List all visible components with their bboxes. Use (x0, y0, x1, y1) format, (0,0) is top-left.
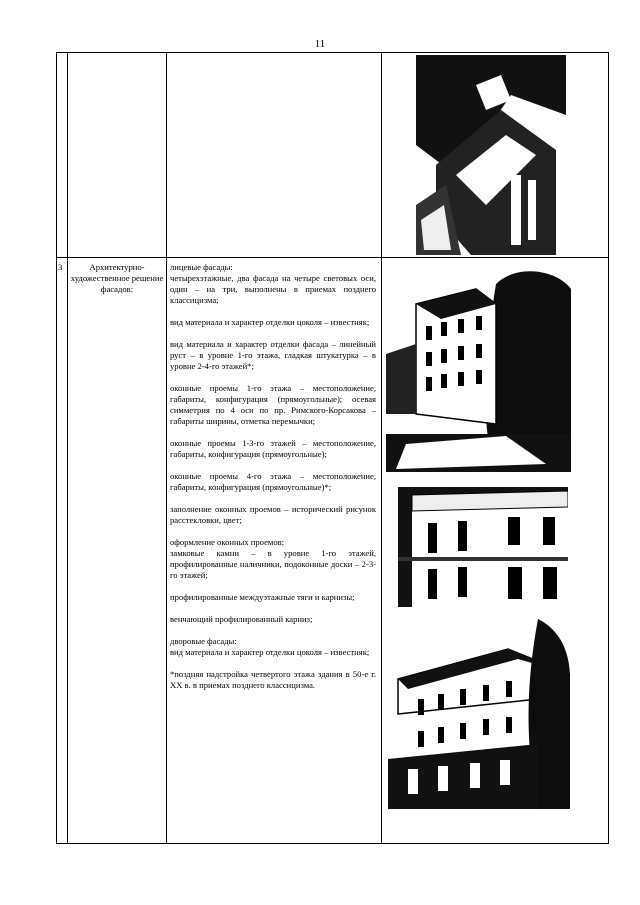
attributes-table (56, 52, 609, 844)
table-border-right (608, 52, 609, 844)
table-border-top (56, 52, 609, 53)
description-paragraph: оконные проемы 4-го этажа – местоположение, габариты, конфигурация (прямоугольные)*; (170, 471, 376, 492)
facade-photo-cornice (388, 619, 570, 809)
description-paragraph: вид материала и характер отделки фасада – линейный руст – в уровне 1-го этажа, гладкая штукатурка – в уровне 2-4-го этажей*; (170, 339, 376, 371)
row-number: 3 (58, 262, 63, 272)
description-paragraph: лицевые фасады: (170, 262, 233, 272)
description-paragraph: профилированные междуэтажные тяги и карнизы; (170, 592, 355, 602)
description-paragraph: *поздняя надстройка четвертого этажа здания в 50-е г. XX в. в приемах позднего классицизма. (170, 669, 376, 690)
table-column-divider (67, 52, 68, 844)
facade-photo-top (416, 55, 566, 255)
facade-description (170, 262, 376, 691)
description-paragraph: замковые камни – в уровне 1-го этажей, профилированные наличники, подоконные доски – 2-3-го этажей; (170, 548, 376, 580)
table-column-divider (166, 52, 167, 844)
facade-photo-corner (386, 264, 571, 472)
row-label: Архитектурно-художественное решение фасадов: (70, 262, 164, 294)
description-paragraph: оконные проемы 1-3-го этажей – местоположение, габариты, конфигурация (прямоугольные); (170, 438, 376, 459)
table-row-divider (56, 257, 609, 258)
table-column-divider (381, 52, 382, 844)
facade-photo-windows (398, 487, 568, 607)
description-paragraph: дворовые фасады: (170, 636, 237, 646)
description-paragraph: вид материала и характер отделки цоколя – известняк; (170, 647, 370, 657)
description-paragraph: оформление оконных проемов: (170, 537, 285, 547)
description-paragraph: оконные проемы 1-го этажа – местоположение, габариты, конфигурация (прямоугольные); осевая симметрия по 4 оси по пр. Римского-Корсакова – габариты ширины, отметка перемычки; (170, 383, 376, 426)
description-paragraph: четырехэтажные, два фасада на четыре световых оси, один – на три, выполнены в приемах позднего классицизма; (170, 273, 376, 305)
table-border-bottom (56, 843, 609, 844)
table-border-left (56, 52, 57, 844)
description-paragraph: венчающий профилированный карниз; (170, 614, 313, 624)
description-paragraph: вид материала и характер отделки цоколя – известняк; (170, 317, 370, 327)
description-paragraph: заполнение оконных проемов – исторический рисунок расстекловки, цвет; (170, 504, 376, 525)
page-number: 11 (314, 38, 326, 50)
